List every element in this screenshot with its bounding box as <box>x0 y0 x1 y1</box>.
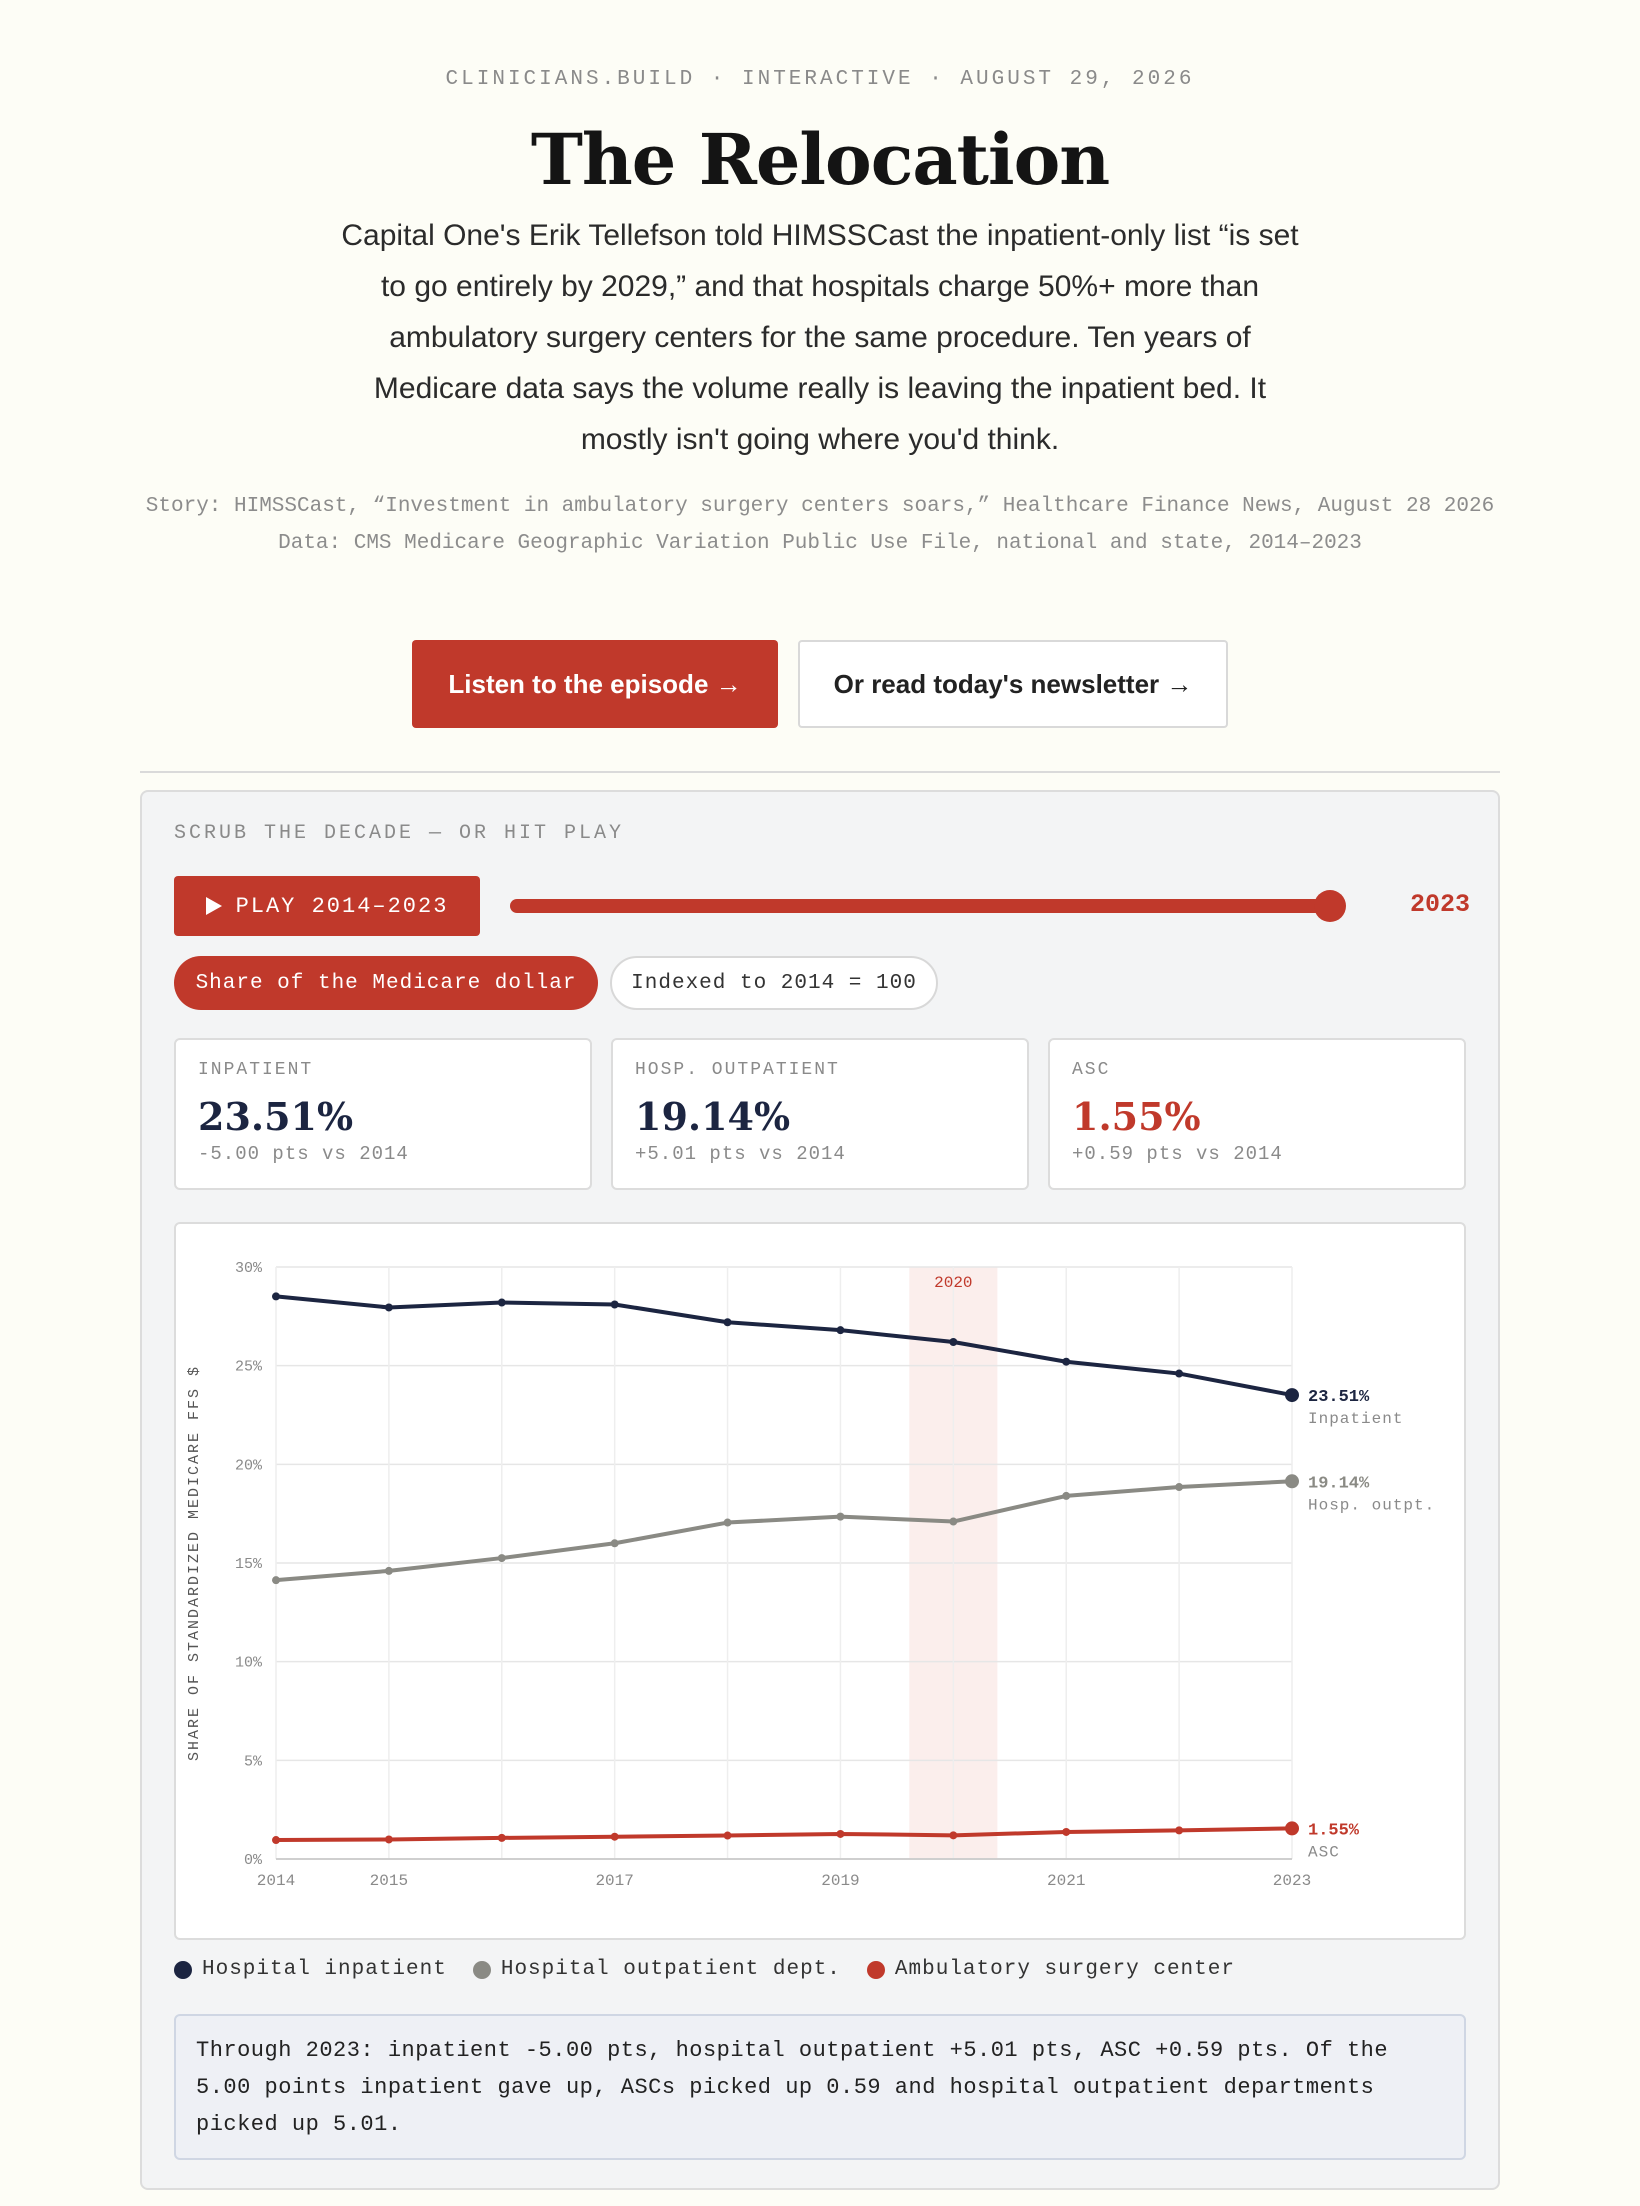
legend-item-inpatient <box>174 1958 447 1981</box>
x-tick-label: 2015 <box>369 1872 409 1890</box>
play-button[interactable] <box>174 876 480 936</box>
y-axis-label: SHARE OF STANDARDIZED MEDICARE FFS $ <box>186 1364 203 1762</box>
x-tick-label: 2021 <box>1047 1872 1086 1890</box>
data-point <box>498 1834 506 1842</box>
stat-card-asc <box>1048 1038 1466 1190</box>
y-tick-label: 20% <box>234 1457 262 1475</box>
year-readout: 2023 <box>1409 890 1470 919</box>
data-point <box>949 1338 957 1346</box>
divider <box>140 771 1500 773</box>
legend-swatch <box>473 1961 491 1979</box>
data-point <box>836 1513 844 1521</box>
stat-value: 19.14% <box>635 1094 791 1139</box>
stat-card-hosp-outpatient <box>611 1038 1029 1190</box>
story-source: Story: HIMSSCast, “Investment in ambulatory surgery centers soars,” Healthcare Finance News, August 28 2026 <box>145 495 1495 518</box>
read-newsletter-button[interactable]: Or read today's newsletter → <box>798 640 1228 728</box>
data-point <box>724 1318 732 1326</box>
data-point <box>385 1567 393 1575</box>
data-point <box>1175 1370 1183 1378</box>
stat-label: INPATIENT <box>198 1060 314 1080</box>
year-slider-thumb[interactable] <box>1314 890 1346 922</box>
stat-value: 23.51% <box>198 1094 354 1139</box>
stat-delta: -5.00 pts vs 2014 <box>198 1143 409 1165</box>
stat-value: 1.55% <box>1072 1094 1201 1139</box>
y-tick-label: 0% <box>243 1852 262 1869</box>
legend-label: Ambulatory surgery center <box>894 1958 1235 1981</box>
data-point <box>1062 1358 1070 1366</box>
year-slider[interactable] <box>510 899 1330 913</box>
y-tick-label: 30% <box>234 1260 262 1277</box>
x-tick-label: 2014 <box>256 1872 296 1890</box>
toggle-share-of-dollar[interactable]: Share of the Medicare dollar <box>174 956 598 1010</box>
data-point <box>724 1832 732 1840</box>
legend-item-outpatient <box>473 1958 841 1981</box>
kicker: CLINICIANS.BUILD · INTERACTIVE · AUGUST 29, 2026 <box>445 68 1195 91</box>
legend-label: Hospital outpatient dept. <box>500 1958 841 1981</box>
x-tick-label: 2019 <box>821 1872 860 1890</box>
y-tick-label: 10% <box>234 1654 262 1672</box>
data-point <box>949 1518 957 1526</box>
end-value-label: 19.14% <box>1308 1474 1370 1494</box>
data-point <box>1175 1483 1183 1491</box>
stat-delta: +5.01 pts vs 2014 <box>635 1143 846 1165</box>
series-line <box>276 1296 1292 1395</box>
line-chart <box>174 1222 1466 1940</box>
data-point <box>611 1833 619 1841</box>
stat-delta: +0.59 pts vs 2014 <box>1072 1143 1283 1165</box>
x-tick-label: 2023 <box>1272 1872 1312 1890</box>
x-tick-label: 2017 <box>595 1872 634 1890</box>
page-title: The Relocation <box>530 118 1110 201</box>
end-value-label: 1.55% <box>1308 1821 1360 1841</box>
data-point <box>611 1539 619 1547</box>
y-tick-label: 5% <box>243 1753 262 1771</box>
source-credits <box>140 488 1500 562</box>
data-point <box>611 1300 619 1308</box>
data-point <box>385 1835 393 1843</box>
play-label: PLAY 2014–2023 <box>235 893 449 919</box>
data-point <box>1285 1388 1299 1402</box>
end-value-label: 23.51% <box>1308 1388 1370 1408</box>
data-point <box>272 1836 280 1844</box>
toggle-indexed[interactable]: Indexed to 2014 = 100 <box>610 956 938 1010</box>
end-series-label: ASC <box>1308 1843 1340 1862</box>
dek: Capital One's Erik Tellefson told HIMSSCast the inpatient-only list “is set to go entirely by 2029,” and that hospitals charge 50%+ more than ambulatory surgery centers for the same procedure. Ten years of Medicare data says the volume really is leaving the inpatient bed. It mostly isn't going where you'd think. <box>341 219 1299 456</box>
data-point <box>1285 1821 1299 1835</box>
data-point <box>498 1299 506 1307</box>
stat-label: HOSP. OUTPATIENT <box>635 1060 840 1080</box>
end-series-label: Inpatient <box>1308 1410 1404 1429</box>
stat-card-inpatient <box>174 1038 592 1190</box>
data-point <box>1285 1474 1299 1488</box>
series-line <box>276 1828 1292 1840</box>
play-icon <box>206 897 222 915</box>
y-tick-label: 15% <box>234 1556 262 1573</box>
series-line <box>276 1481 1292 1580</box>
legend-swatch <box>174 1961 192 1979</box>
listen-episode-button[interactable]: Listen to the episode → <box>412 640 778 728</box>
y-tick-label: 25% <box>234 1358 262 1376</box>
legend-swatch <box>867 1961 885 1979</box>
data-point <box>1062 1492 1070 1500</box>
data-point <box>836 1326 844 1334</box>
data-point <box>498 1554 506 1562</box>
data-point <box>836 1830 844 1838</box>
chart-legend <box>174 1958 1261 1981</box>
summary-note: Through 2023: inpatient -5.00 pts, hospital outpatient +5.01 pts, ASC +0.59 pts. Of the 5.00 points inpatient gave up, ASCs picked up 0.59 and hospital outpatient departments picked up 5.01. <box>174 2014 1466 2160</box>
data-point <box>949 1831 957 1839</box>
data-point <box>1175 1826 1183 1834</box>
legend-label: Hospital inpatient <box>202 1958 447 1981</box>
data-point <box>724 1519 732 1527</box>
data-point <box>272 1576 280 1584</box>
data-point <box>272 1292 280 1300</box>
stat-label: ASC <box>1072 1060 1111 1080</box>
panel-label: SCRUB THE DECADE — OR HIT PLAY <box>174 822 625 845</box>
legend-item-asc <box>867 1958 1235 1981</box>
data-point <box>385 1303 393 1311</box>
highlight-label: 2020 <box>934 1274 973 1292</box>
data-point <box>1062 1828 1070 1836</box>
end-series-label: Hosp. outpt. <box>1308 1496 1436 1515</box>
data-source: Data: CMS Medicare Geographic Variation Public Use File, national and state, 2014–2023 <box>278 532 1362 555</box>
